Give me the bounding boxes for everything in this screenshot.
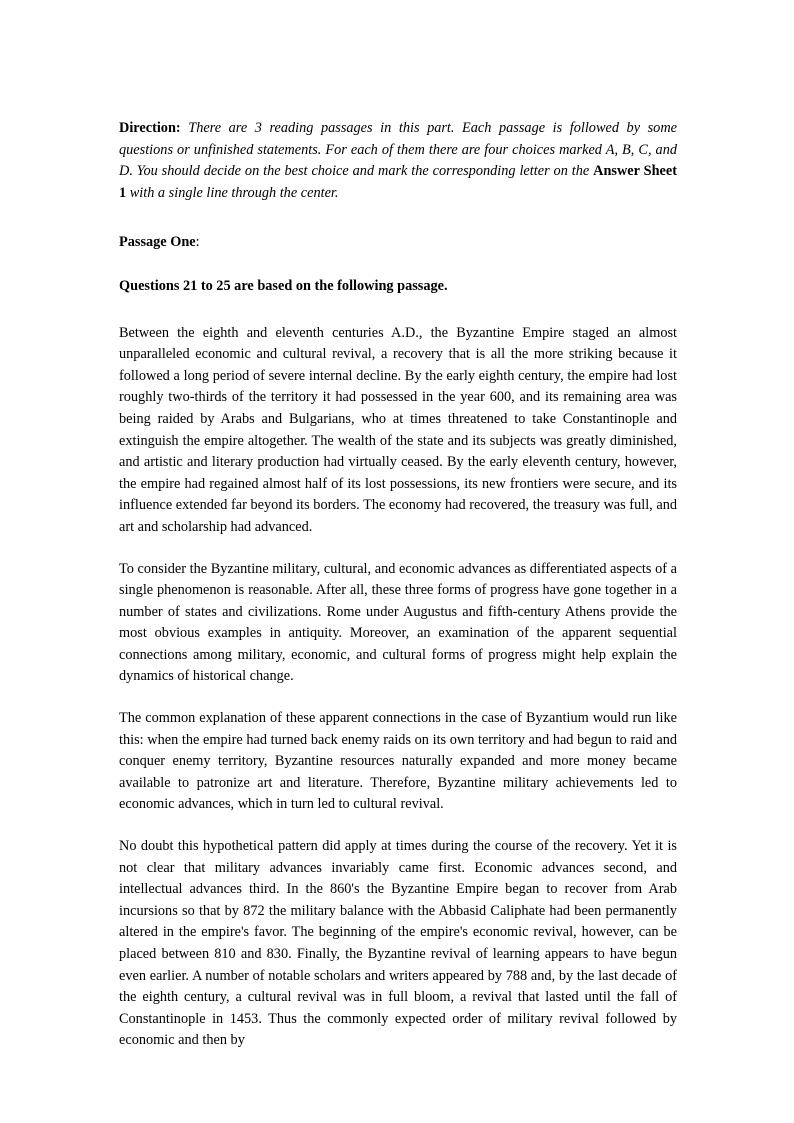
passage-paragraph-2: To consider the Byzantine military, cultural, and economic advances as differentiated aspects of a single phenomenon is reasonable. After all, these three forms of progress have gone together in a number of states and civilizations. Rome under Augustus and fifth-century Athens provide the most obvious examples in antiquity. Moreover, an examination of the apparent sequential connections among military, economic, and cultural forms of progress might help explain the dynamics of historical change. (119, 560, 677, 685)
passage-paragraph-1: Between the eighth and eleventh centuries A.D., the Byzantine Empire staged an almost unparalleled economic and cultural revival, a recovery that is all the more striking because it followed a long period of severe internal decline. By the early eighth century, the empire had lost roughly two-thirds of the territory it had possessed in the year 600, and its remaining area was being raided by Arabs and Bulgarians, who at times threatened to take Constantinople and extinguish the empire altogether. The wealth of the state and its subjects was greatly diminished, and artistic and literary production had virtually ceased. By the early eleventh century, however, the empire had regained almost half of its lost possessions, its new frontiers were secure, and its influence extended far beyond its borders. The economy had recovered, the treasury was full, and art and scholarship had advanced. (119, 324, 677, 535)
answer-sheet-label: Answer Sheet 1 (119, 163, 678, 201)
passage-paragraph-3: The common explanation of these apparent connections in the case of Byzantium would run like this: when the empire had turned back enemy raids on its own territory and had begun to raid and conquer enemy territory, Byzantine resources naturally expanded and more money became available to patronize art and literature. Therefore, Byzantine military achievements led to economic advances, which in turn led to cultural revival. (119, 710, 677, 813)
direction-label: Direction: (119, 120, 181, 136)
direction-text-after: with a single line through the center. (126, 184, 339, 201)
document-content (119, 118, 677, 1052)
passage-heading-colon: : (195, 234, 200, 251)
passage-heading (119, 232, 677, 254)
direction-instructions (119, 118, 677, 204)
passage-heading-label: Passage One (119, 234, 196, 251)
questions-heading: Questions 21 to 25 are based on the following passage. (119, 277, 448, 294)
passage-paragraph-4: No doubt this hypothetical pattern did apply at times during the course of the recovery. Yet it is not clear that military advances invariably came first. Economic advances second, and intellectual advances third. In the 860's the Byzantine Empire began to recover from Arab incursions so that by 872 the military balance with the Abbasid Caliphate had been permanently altered in the empire's favor. The beginning of the empire's economic revival, however, can be placed between 810 and 830. Finally, the Byzantine revival of learning appears to have begun even earlier. A number of notable scholars and writers appeared by 788 and, by the last decade of the eighth century, a cultural revival was in full bloom, a revival that lasted until the fall of Constantinople in 1453. Thus the commonly expected order of military revival followed by economic and then by (119, 838, 677, 1049)
direction-text-before: There are 3 reading passages in this part. Each passage is followed by some questions or unfinished statements. For each of them there are four choices marked A, B, C, and D. You should decide on the best choice and mark the corresponding letter on the (119, 120, 677, 180)
